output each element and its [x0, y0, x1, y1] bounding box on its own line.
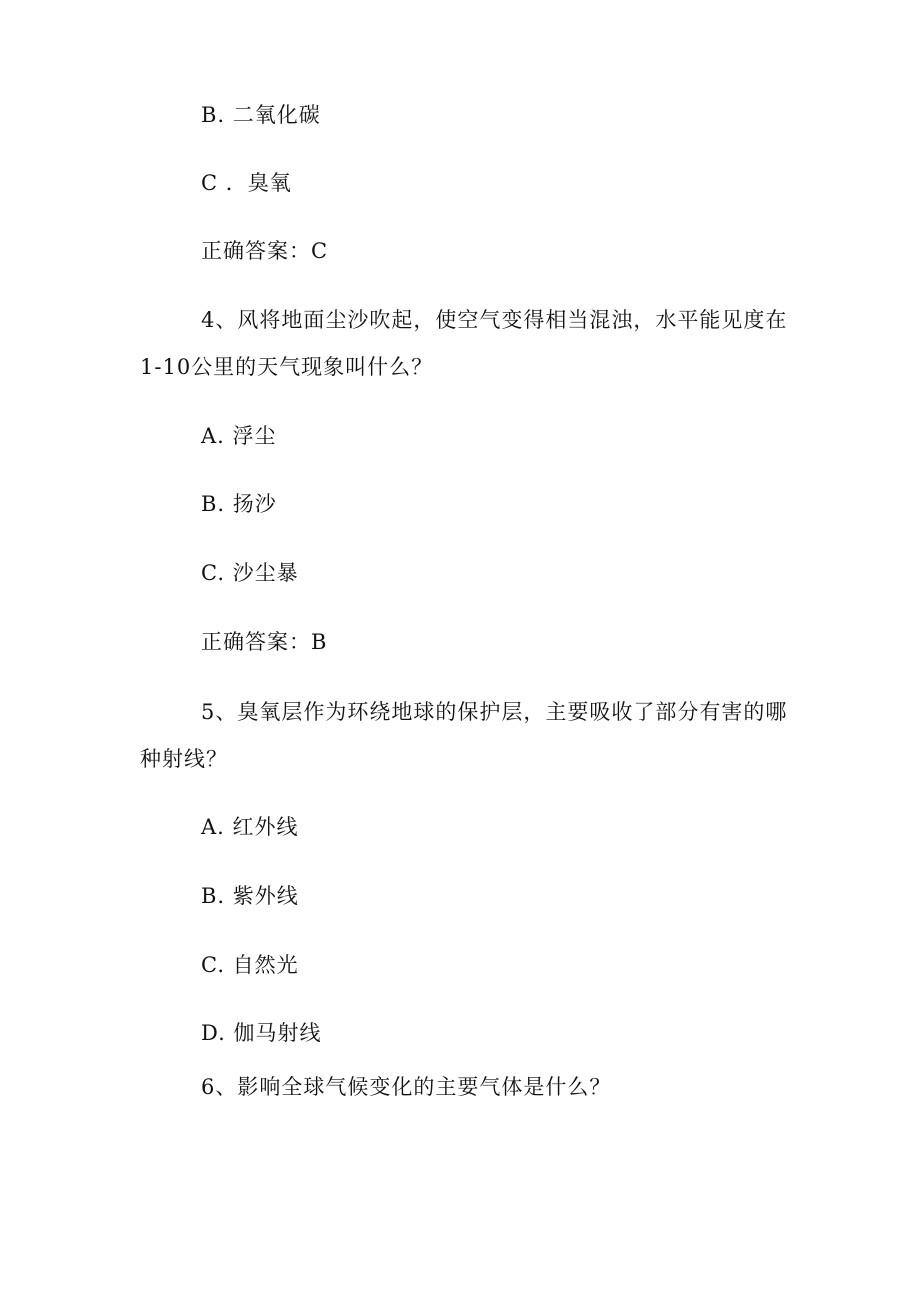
q4-answer: 正确答案：B — [201, 630, 328, 654]
q5-option-d: D. 伽马射线 — [201, 1021, 322, 1045]
q6-question-line1: 6、影响全球气候变化的主要气体是什么？ — [201, 1075, 612, 1099]
q5-question-line2: 种射线？ — [140, 747, 228, 771]
q3-option-b: B. 二氧化碳 — [201, 103, 321, 127]
q5-option-b: B. 紫外线 — [201, 884, 299, 908]
q4-option-c: C. 沙尘暴 — [201, 561, 299, 585]
q4-option-a: A. 浮尘 — [201, 424, 277, 448]
q5-option-c: C. 自然光 — [201, 953, 299, 977]
q4-question-line2: 1-10公里的天气现象叫什么？ — [140, 355, 434, 379]
q4-option-b: B. 扬沙 — [201, 492, 277, 516]
q5-question-line1: 5、臭氧层作为环绕地球的保护层，主要吸收了部分有害的哪 — [201, 700, 788, 724]
q3-answer: 正确答案：C — [201, 239, 329, 263]
q4-question-line1: 4、风将地面尘沙吹起，使空气变得相当混浊，水平能见度在 — [201, 308, 788, 332]
q5-option-a: A. 红外线 — [201, 815, 299, 839]
q3-option-c: C ．臭氧 — [201, 171, 292, 195]
